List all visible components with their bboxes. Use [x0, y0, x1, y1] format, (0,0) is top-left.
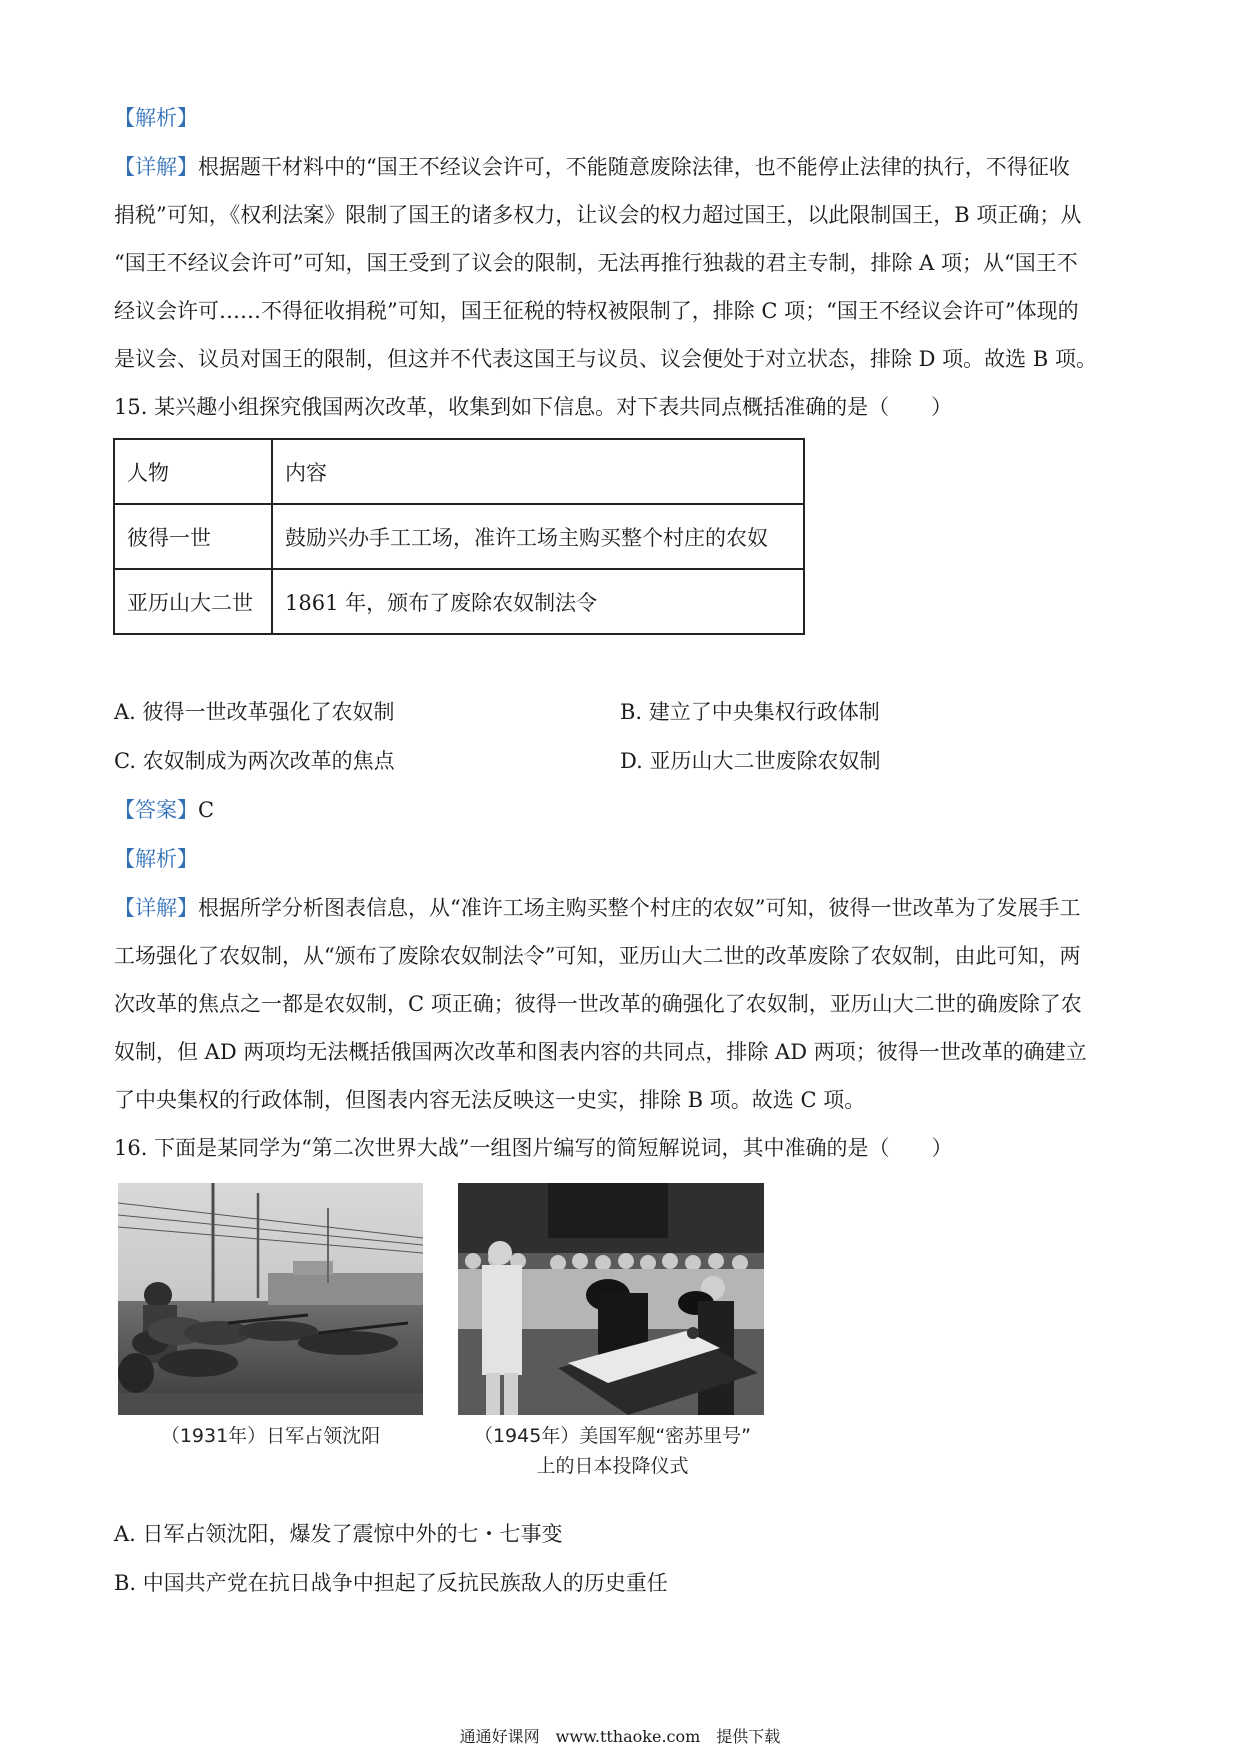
footer-source: 通通好课网 www.tthaoke.com 提供下载 — [459, 1727, 781, 1746]
detail-line-2: 捐税”可知，《权利法案》限制了国王的诸多权力，让议会的权力超过国王，以此限制国王，B 项正确；从 — [114, 203, 1082, 227]
photo-1-caption: （1931年）日军占领沈阳 — [160, 1425, 381, 1447]
option-a: A. 日军占领沈阳，爆发了震惊中外的七・七事变 — [114, 1522, 563, 1546]
option-a: A. 彼得一世改革强化了农奴制 — [114, 700, 395, 724]
table-header-row — [114, 439, 804, 504]
photo-2-caption-line-2: 上的日本投降仪式 — [536, 1455, 689, 1477]
detail-tag: 【详解】 — [114, 896, 198, 920]
table-row — [114, 569, 804, 634]
analysis-heading: 【解析】 — [114, 847, 198, 871]
table-cell: 鼓励兴办手工工场，准许工场主购买整个村庄的农奴 — [272, 504, 804, 569]
table-row — [114, 504, 804, 569]
option-b: B. 建立了中央集权行政体制 — [620, 700, 880, 724]
detail-line-3: “国王不经议会许可”可知，国王受到了议会的限制，无法再推行独裁的君主专制，排除 A 项；从“国王不 — [114, 251, 1078, 275]
detail-line-3: 次改革的焦点之一都是农奴制，C 项正确；彼得一世改革的确强化了农奴制，亚历山大二世的确废除了农 — [114, 992, 1082, 1016]
detail-line-2: 工场强化了农奴制，从“颁布了废除农奴制法令”可知，亚历山大二世的改革废除了农奴制，由此可知，两 — [114, 944, 1081, 968]
table-cell: 彼得一世 — [114, 504, 272, 569]
question-16-stem: 16. 下面是某同学为“第二次世界大战”一组图片编写的简短解说词，其中准确的是（ ） — [114, 1136, 953, 1160]
detail-line-1 — [114, 893, 1080, 923]
detail-line-4: 奴制，但 AD 两项均无法概括俄国两次改革和图表内容的共同点，排除 AD 两项；彼得一世改革的确建立 — [114, 1040, 1087, 1064]
detail-text: 根据题干材料中的“国王不经议会许可，不能随意废除法律，也不能停止法律的执行，不得征收 — [198, 155, 1070, 179]
option-d: D. 亚历山大二世废除农奴制 — [620, 749, 881, 773]
photo-occupation-shenyang — [118, 1183, 423, 1415]
answer-value: C — [198, 798, 215, 822]
detail-line-5: 是议会、议员对国王的限制，但这并不代表这国王与议员、议会便处于对立状态，排除 D 项。故选 B 项。 — [114, 347, 1097, 371]
photo-2-caption-line-1: （1945年）美国军舰“密苏里号” — [473, 1425, 752, 1447]
question-15-stem: 15. 某兴趣小组探究俄国两次改革，收集到如下信息。对下表共同点概括准确的是（ ） — [114, 395, 953, 419]
table-header-cell: 内容 — [272, 439, 804, 504]
answer-line — [114, 795, 214, 825]
detail-text: 根据所学分析图表信息，从“准许工场主购买整个村庄的农奴”可知，彼得一世改革为了发展手工 — [198, 896, 1081, 920]
table-header-cell: 人物 — [114, 439, 272, 504]
detail-tag: 【详解】 — [114, 155, 198, 179]
photo-surrender-ceremony — [458, 1183, 764, 1415]
option-c: C. 农奴制成为两次改革的焦点 — [114, 749, 395, 773]
answer-tag: 【答案】 — [114, 798, 198, 822]
detail-line-1 — [114, 152, 1070, 182]
detail-line-4: 经议会许可……不得征收捐税”可知，国王征税的特权被限制了，排除 C 项；“国王不经议会许可”体现的 — [114, 299, 1079, 323]
table-cell: 1861 年，颁布了废除农奴制法令 — [272, 569, 804, 634]
reform-table — [113, 438, 805, 635]
option-b: B. 中国共产党在抗日战争中担起了反抗民族敌人的历史重任 — [114, 1571, 668, 1595]
table-cell: 亚历山大二世 — [114, 569, 272, 634]
detail-line-5: 了中央集权的行政体制，但图表内容无法反映这一史实，排除 B 项。故选 C 项。 — [114, 1088, 866, 1112]
analysis-heading: 【解析】 — [114, 106, 198, 130]
